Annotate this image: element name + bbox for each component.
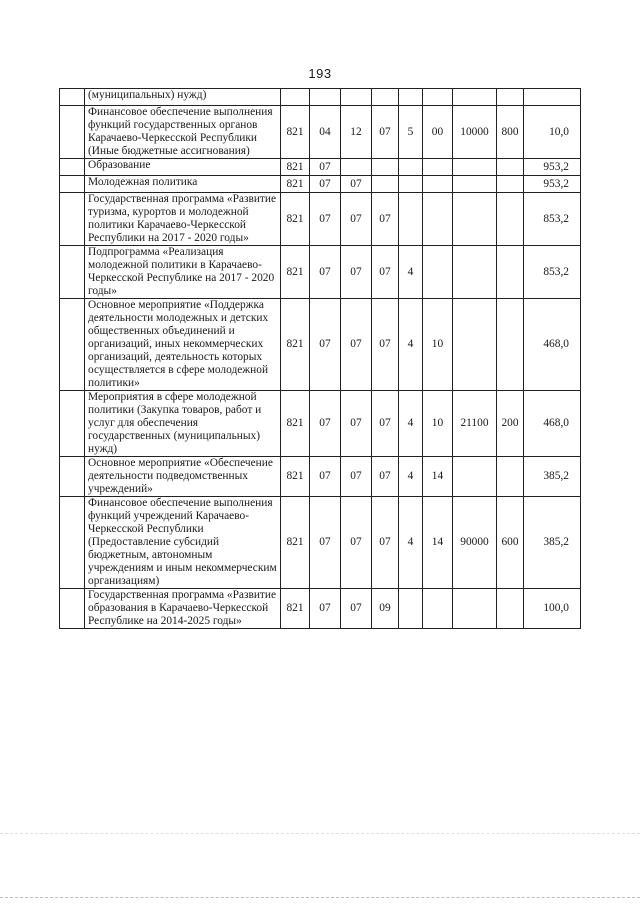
item-name-cell: Финансовое обеспечение выполнения функций государственных органов Карачаево-Черкесской Республики (Иные бюджетные ассигнования) (85, 106, 281, 159)
table-row (60, 106, 581, 159)
amount-cell: 100,0 (524, 589, 581, 629)
section-code-cell: 07 (310, 457, 341, 497)
amount-cell: 853,2 (524, 246, 581, 299)
program-code-cell: 07 (372, 193, 399, 246)
scan-artifact-line (0, 897, 640, 898)
ministry-code-cell: 821 (281, 589, 310, 629)
amount-cell: 468,0 (524, 299, 581, 391)
activity-code-cell (423, 193, 453, 246)
item-name-cell: (муниципальных) нужд) (85, 89, 281, 106)
subprogram-code-cell (399, 89, 423, 106)
expense-type-cell (497, 246, 524, 299)
amount-cell: 853,2 (524, 193, 581, 246)
subsection-code-cell (341, 89, 372, 106)
subprogram-code-cell (399, 176, 423, 193)
ministry-code-cell: 821 (281, 159, 310, 176)
direction-code-cell: 21100 (453, 391, 497, 457)
section-code-cell: 07 (310, 299, 341, 391)
amount-cell: 953,2 (524, 176, 581, 193)
section-code-cell: 04 (310, 106, 341, 159)
ministry-code-cell: 821 (281, 176, 310, 193)
activity-code-cell: 00 (423, 106, 453, 159)
expense-type-cell: 800 (497, 106, 524, 159)
activity-code-cell: 14 (423, 457, 453, 497)
activity-code-cell (423, 159, 453, 176)
row-number-cell (60, 89, 85, 106)
item-name-cell: Мероприятия в сфере молодежной политики (Закупка товаров, работ и услуг для обеспечения государственных (муниципальных) нужд) (85, 391, 281, 457)
row-number-cell (60, 457, 85, 497)
ministry-code-cell: 821 (281, 497, 310, 589)
direction-code-cell (453, 246, 497, 299)
expense-type-cell (497, 159, 524, 176)
subprogram-code-cell: 5 (399, 106, 423, 159)
item-name-cell: Образование (85, 159, 281, 176)
expense-type-cell (497, 589, 524, 629)
subsection-code-cell: 07 (341, 193, 372, 246)
subsection-code-cell: 07 (341, 176, 372, 193)
item-name-cell: Подпрограмма «Реализация молодежной политики в Карачаево-Черкесской Республике на 2017 - 2020 годы» (85, 246, 281, 299)
section-code-cell: 07 (310, 246, 341, 299)
page-number: 193 (308, 66, 332, 81)
table-row (60, 89, 581, 106)
expense-type-cell (497, 193, 524, 246)
row-number-cell (60, 299, 85, 391)
subprogram-code-cell: 4 (399, 391, 423, 457)
activity-code-cell (423, 89, 453, 106)
item-name-cell: Государственная программа «Развитие образования в Карачаево-Черкесской Республике на 2014-2025 годы» (85, 589, 281, 629)
expense-type-cell (497, 176, 524, 193)
ministry-code-cell: 821 (281, 299, 310, 391)
subsection-code-cell: 07 (341, 497, 372, 589)
amount-cell: 385,2 (524, 457, 581, 497)
subsection-code-cell (341, 159, 372, 176)
program-code-cell: 07 (372, 391, 399, 457)
scan-artifact-line (0, 833, 640, 834)
subsection-code-cell: 07 (341, 457, 372, 497)
expense-type-cell (497, 299, 524, 391)
amount-cell: 468,0 (524, 391, 581, 457)
row-number-cell (60, 246, 85, 299)
expense-type-cell (497, 89, 524, 106)
activity-code-cell (423, 176, 453, 193)
section-code-cell: 07 (310, 193, 341, 246)
table-row (60, 589, 581, 629)
direction-code-cell (453, 89, 497, 106)
table-row (60, 193, 581, 246)
activity-code-cell (423, 246, 453, 299)
direction-code-cell (453, 299, 497, 391)
amount-cell: 10,0 (524, 106, 581, 159)
expense-type-cell: 200 (497, 391, 524, 457)
program-code-cell: 07 (372, 246, 399, 299)
item-name-cell: Финансовое обеспечение выполнения функций учреждений Карачаево-Черкесской Республики (Предоставление субсидий бюджетным, автономным учреждениям и иным некоммерческим организациям) (85, 497, 281, 589)
item-name-cell: Основное мероприятие «Поддержка деятельности молодежных и детских общественных объединений и организаций, иных некоммерческих организаций, деятельность которых осуществляется в сфере молодежной политики» (85, 299, 281, 391)
direction-code-cell (453, 193, 497, 246)
row-number-cell (60, 176, 85, 193)
subprogram-code-cell: 4 (399, 497, 423, 589)
program-code-cell (372, 89, 399, 106)
section-code-cell: 07 (310, 159, 341, 176)
subprogram-code-cell (399, 589, 423, 629)
direction-code-cell (453, 589, 497, 629)
table-row (60, 457, 581, 497)
expense-type-cell (497, 457, 524, 497)
section-code-cell: 07 (310, 589, 341, 629)
section-code-cell: 07 (310, 497, 341, 589)
program-code-cell: 07 (372, 497, 399, 589)
subprogram-code-cell: 4 (399, 299, 423, 391)
table-row (60, 246, 581, 299)
subprogram-code-cell: 4 (399, 457, 423, 497)
item-name-cell: Основное мероприятие «Обеспечение деятельности подведомственных учреждений» (85, 457, 281, 497)
row-number-cell (60, 497, 85, 589)
program-code-cell: 09 (372, 589, 399, 629)
program-code-cell (372, 159, 399, 176)
row-number-cell (60, 589, 85, 629)
direction-code-cell (453, 159, 497, 176)
subsection-code-cell: 07 (341, 299, 372, 391)
direction-code-cell: 90000 (453, 497, 497, 589)
table-row (60, 176, 581, 193)
amount-cell: 385,2 (524, 497, 581, 589)
ministry-code-cell: 821 (281, 193, 310, 246)
section-code-cell: 07 (310, 176, 341, 193)
amount-cell (524, 89, 581, 106)
table-row (60, 497, 581, 589)
direction-code-cell (453, 457, 497, 497)
row-number-cell (60, 106, 85, 159)
row-number-cell (60, 193, 85, 246)
row-number-cell (60, 391, 85, 457)
program-code-cell: 07 (372, 457, 399, 497)
subprogram-code-cell (399, 159, 423, 176)
ministry-code-cell: 821 (281, 246, 310, 299)
direction-code-cell: 10000 (453, 106, 497, 159)
table-body (60, 89, 581, 629)
subprogram-code-cell (399, 193, 423, 246)
section-code-cell: 07 (310, 391, 341, 457)
ministry-code-cell: 821 (281, 106, 310, 159)
program-code-cell: 07 (372, 106, 399, 159)
subprogram-code-cell: 4 (399, 246, 423, 299)
program-code-cell (372, 176, 399, 193)
expense-type-cell: 600 (497, 497, 524, 589)
section-code-cell (310, 89, 341, 106)
ministry-code-cell (281, 89, 310, 106)
table-row (60, 391, 581, 457)
ministry-code-cell: 821 (281, 391, 310, 457)
budget-table (59, 88, 581, 629)
item-name-cell: Молодежная политика (85, 176, 281, 193)
activity-code-cell: 10 (423, 391, 453, 457)
subsection-code-cell: 07 (341, 589, 372, 629)
activity-code-cell: 10 (423, 299, 453, 391)
table-row (60, 159, 581, 176)
subsection-code-cell: 07 (341, 246, 372, 299)
subsection-code-cell: 12 (341, 106, 372, 159)
activity-code-cell (423, 589, 453, 629)
program-code-cell: 07 (372, 299, 399, 391)
row-number-cell (60, 159, 85, 176)
item-name-cell: Государственная программа «Развитие туризма, курортов и молодежной политики Карачаево-Черкесской Республики на 2017 - 2020 годы» (85, 193, 281, 246)
table-row (60, 299, 581, 391)
subsection-code-cell: 07 (341, 391, 372, 457)
amount-cell: 953,2 (524, 159, 581, 176)
ministry-code-cell: 821 (281, 457, 310, 497)
direction-code-cell (453, 176, 497, 193)
activity-code-cell: 14 (423, 497, 453, 589)
